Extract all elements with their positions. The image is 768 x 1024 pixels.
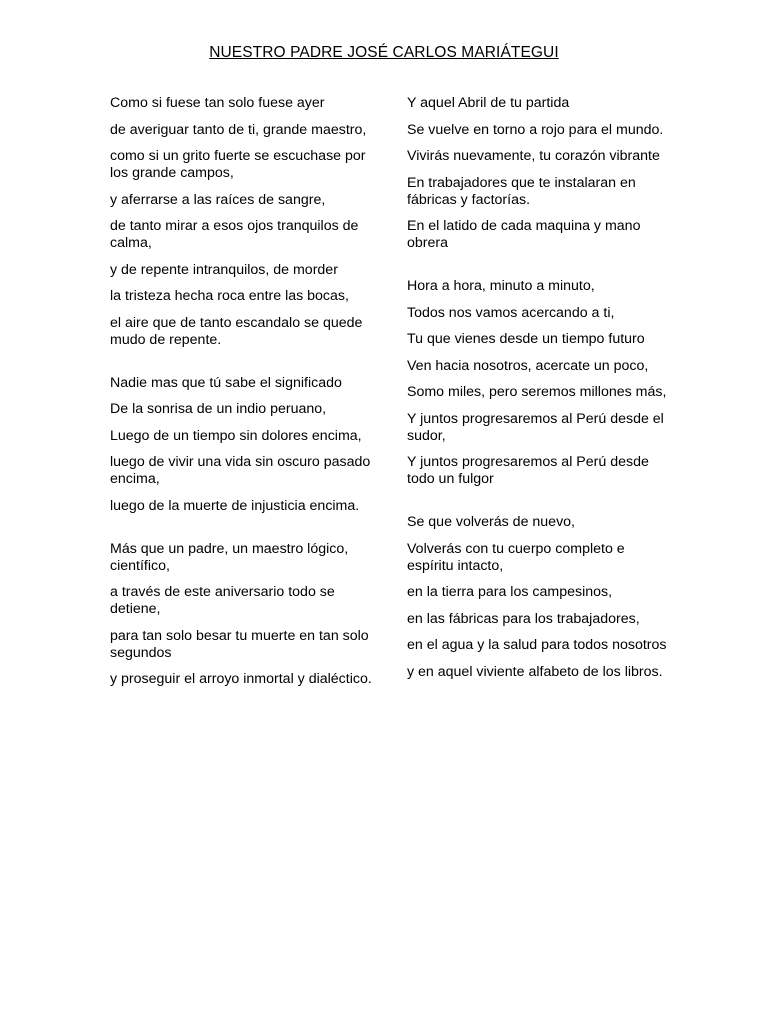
verse-line: Más que un padre, un maestro lógico, científico,	[110, 540, 349, 574]
verse-line: En trabajadores que te instalaran en fábricas y factorías.	[407, 174, 636, 208]
verse-line: luego de vivir una vida sin oscuro pasado encima,	[110, 454, 371, 487]
stanza	[110, 95, 372, 349]
verse-line: Hora a hora, minuto a minuto,	[407, 278, 595, 294]
verse-line: Y juntos progresaremos al Perú desde todo un fulgor	[407, 454, 649, 487]
verse-line: en la tierra para los campesinos,	[407, 584, 613, 600]
verse-line: y en aquel viviente alfabeto de los libros.	[407, 663, 663, 680]
verse-line: Y juntos progresaremos al Perú desde el sudor,	[407, 410, 664, 444]
verse-line: en el agua y la salud para todos nosotros	[407, 637, 667, 653]
verse-line: de averiguar tanto de ti, grande maestro,	[110, 121, 367, 138]
verse-line: Volverás con tu cuerpo completo e espíritu intacto,	[407, 540, 625, 574]
verse-line: Somo miles, pero seremos millones más,	[407, 384, 667, 400]
verse-line: a través de este aniversario todo se detiene,	[110, 584, 335, 617]
verse-line: Se que volverás de nuevo,	[407, 514, 575, 530]
verse-line: en las fábricas para los trabajadores,	[407, 610, 640, 627]
stanza	[110, 375, 372, 515]
verse-line: Se vuelve en torno a rojo para el mundo.	[407, 121, 664, 138]
verse-line: Como si fuese tan solo fuese ayer	[110, 95, 325, 111]
verse-line: y de repente intranquilos, de morder	[110, 261, 338, 278]
stanza	[110, 541, 372, 689]
verse-line: Luego de un tiempo sin dolores encima,	[110, 427, 362, 444]
verse-line: De la sonrisa de un indio peruano,	[110, 401, 327, 417]
poem-title: NUESTRO PADRE JOSÉ CARLOS MARIÁTEGUI	[209, 44, 559, 61]
verse-line: y proseguir el arroyo inmortal y dialéctico.	[110, 671, 372, 687]
verse-line: de tanto mirar a esos ojos tranquilos de calma,	[110, 218, 359, 251]
verse-line: como si un grito fuerte se escuchase por los grande campos,	[110, 148, 366, 181]
left-column	[110, 95, 372, 714]
verse-line: y aferrarse a las raíces de sangre,	[110, 191, 326, 208]
verse-line: luego de la muerte de injusticia encima.	[110, 497, 360, 514]
verse-line: Nadie mas que tú sabe el significado	[110, 374, 342, 391]
stanza	[407, 95, 669, 252]
verse-line: Y aquel Abril de tu partida	[407, 95, 570, 111]
verse-line: Ven hacia nosotros, acercate un poco,	[407, 357, 649, 374]
right-column	[407, 95, 669, 707]
verse-line: En el latido de cada maquina y mano obrera	[407, 218, 641, 251]
verse-line: Tu que vienes desde un tiempo futuro	[407, 331, 645, 347]
verse-line: Vivirás nuevamente, tu corazón vibrante	[407, 148, 660, 164]
stanza	[407, 278, 669, 488]
verse-line: la tristeza hecha roca entre las bocas,	[110, 288, 349, 304]
verse-line: Todos nos vamos acercando a ti,	[407, 304, 615, 321]
verse-line: para tan solo besar tu muerte en tan solo segundos	[110, 627, 369, 661]
verse-line: el aire que de tanto escandalo se quede mudo de repente.	[110, 314, 363, 348]
stanza	[407, 514, 669, 681]
